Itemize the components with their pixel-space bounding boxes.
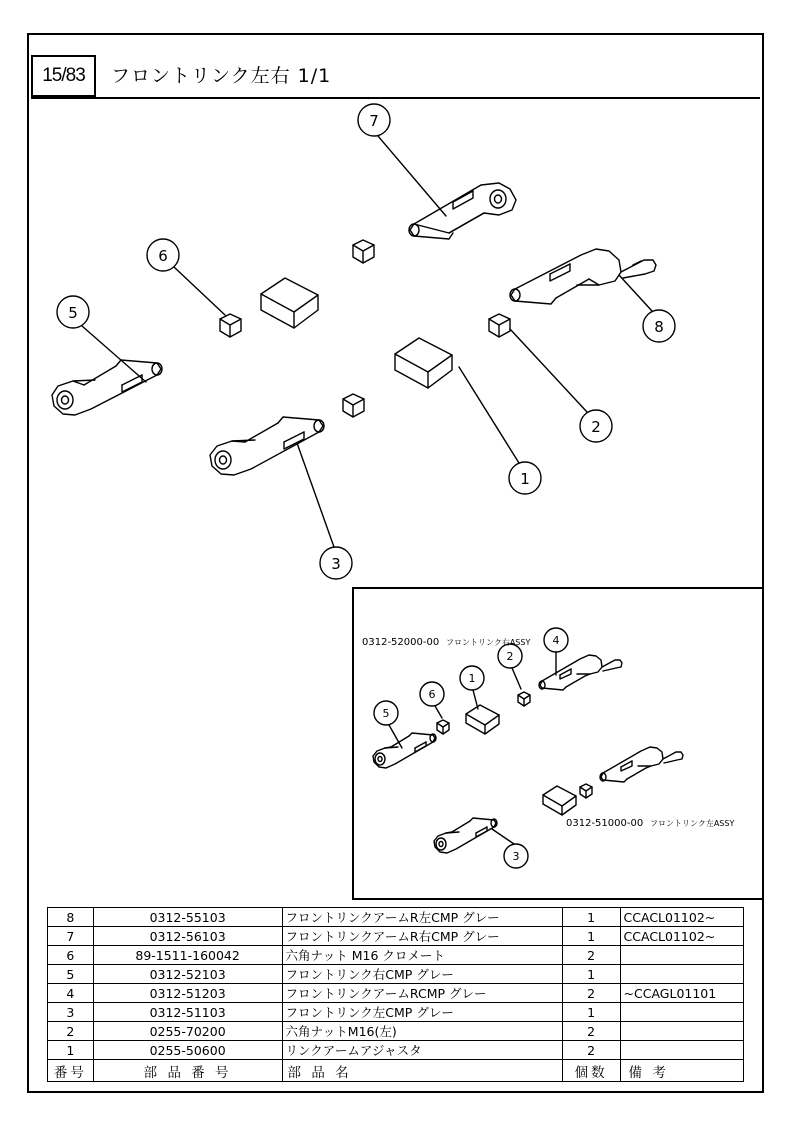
row-number: 7 bbox=[48, 927, 94, 946]
inset-label-right-part-number: 0312-52000-00 bbox=[362, 637, 440, 648]
table-row bbox=[48, 1022, 744, 1041]
inset-callout-label-4: 4 bbox=[552, 634, 560, 647]
table-row bbox=[48, 908, 744, 927]
row-part-number: 0312-51203 bbox=[93, 984, 282, 1003]
row-quantity: 1 bbox=[562, 927, 620, 946]
row-number: 8 bbox=[48, 908, 94, 927]
row-part-number: 0312-52103 bbox=[93, 965, 282, 984]
row-part-number: 0255-70200 bbox=[93, 1022, 282, 1041]
page-number: 15/83 bbox=[42, 65, 85, 86]
row-remarks: CCACL01102~ bbox=[620, 927, 743, 946]
callout-label-1: 1 bbox=[520, 470, 530, 488]
inset-callout-label-1: 1 bbox=[468, 672, 476, 685]
row-part-number: 0312-55103 bbox=[93, 908, 282, 927]
page-header bbox=[31, 55, 760, 97]
row-quantity: 2 bbox=[562, 984, 620, 1003]
inset-label-left-name: フロントリンク左ASSY bbox=[650, 819, 735, 828]
part-6-nut-lower bbox=[220, 314, 241, 337]
page-title: フロントリンク左右 1/1 bbox=[111, 65, 332, 87]
row-remarks: ~CCAGL01101 bbox=[620, 984, 743, 1003]
column-header-part-number: 部 品 番 号 bbox=[93, 1060, 282, 1082]
row-remarks bbox=[620, 1003, 743, 1022]
table-row bbox=[48, 1003, 744, 1022]
row-remarks bbox=[620, 1022, 743, 1041]
inset-label-right-name: フロントリンク右ASSY bbox=[446, 638, 531, 647]
row-part-number: 89-1511-160042 bbox=[93, 946, 282, 965]
page-number-box bbox=[31, 55, 96, 97]
column-header-quantity: 個数 bbox=[562, 1060, 620, 1082]
inset-callout-label-6: 6 bbox=[428, 688, 436, 701]
part-6-nut-upper bbox=[353, 240, 374, 263]
table-row bbox=[48, 946, 744, 965]
row-part-number: 0312-56103 bbox=[93, 927, 282, 946]
row-part-number: 0255-50600 bbox=[93, 1041, 282, 1060]
row-quantity: 2 bbox=[562, 1041, 620, 1060]
row-number: 1 bbox=[48, 1041, 94, 1060]
callout-8 bbox=[619, 275, 675, 342]
callout-3 bbox=[297, 443, 352, 579]
column-header-remarks: 備 考 bbox=[620, 1060, 743, 1082]
callout-label-3: 3 bbox=[331, 555, 341, 573]
table-row bbox=[48, 1041, 744, 1060]
parts-table bbox=[47, 907, 744, 1082]
row-part-name: リンクアームアジャスタ bbox=[282, 1041, 562, 1060]
table-row bbox=[48, 965, 744, 984]
row-quantity: 1 bbox=[562, 908, 620, 927]
part-3-shape bbox=[210, 417, 324, 475]
row-part-name: フロントリンクアームR左CMP グレー bbox=[282, 908, 562, 927]
table-row bbox=[48, 984, 744, 1003]
row-number: 6 bbox=[48, 946, 94, 965]
part-1-shape-upper bbox=[261, 278, 318, 328]
row-remarks: CCACL01102~ bbox=[620, 908, 743, 927]
callout-label-6: 6 bbox=[158, 247, 168, 265]
row-quantity: 2 bbox=[562, 946, 620, 965]
row-part-name: 六角ナット M16 クロメート bbox=[282, 946, 562, 965]
row-part-number: 0312-51103 bbox=[93, 1003, 282, 1022]
row-quantity: 1 bbox=[562, 965, 620, 984]
callout-label-8: 8 bbox=[654, 318, 664, 336]
inset-callout-label-5: 5 bbox=[382, 707, 390, 720]
row-remarks bbox=[620, 1041, 743, 1060]
row-part-name: フロントリンク右CMP グレー bbox=[282, 965, 562, 984]
part-8-shape bbox=[510, 249, 656, 304]
row-number: 2 bbox=[48, 1022, 94, 1041]
callout-label-5: 5 bbox=[68, 304, 78, 322]
row-number: 5 bbox=[48, 965, 94, 984]
table-row bbox=[48, 927, 744, 946]
callout-label-2: 2 bbox=[591, 418, 601, 436]
column-header-part-name: 部 品 名 bbox=[282, 1060, 562, 1082]
row-quantity: 2 bbox=[562, 1022, 620, 1041]
row-part-name: フロントリンク左CMP グレー bbox=[282, 1003, 562, 1022]
row-part-name: フロントリンクアームR右CMP グレー bbox=[282, 927, 562, 946]
inset-panel-border bbox=[352, 587, 762, 900]
inset-callout-label-2: 2 bbox=[506, 650, 514, 663]
part-2-nut-lower bbox=[343, 394, 364, 417]
callout-label-7: 7 bbox=[369, 112, 379, 130]
row-quantity: 1 bbox=[562, 1003, 620, 1022]
inset-label-left-part-number: 0312-51000-00 bbox=[566, 818, 644, 829]
row-part-name: フロントリンクアームRCMP グレー bbox=[282, 984, 562, 1003]
part-1-shape-lower bbox=[395, 338, 452, 388]
part-2-nut-upper bbox=[489, 314, 510, 337]
row-part-name: 六角ナットM16(左) bbox=[282, 1022, 562, 1041]
inset-callout-label-3: 3 bbox=[512, 850, 520, 863]
row-number: 4 bbox=[48, 984, 94, 1003]
row-number: 3 bbox=[48, 1003, 94, 1022]
part-5-shape bbox=[52, 360, 162, 415]
row-remarks bbox=[620, 946, 743, 965]
row-remarks bbox=[620, 965, 743, 984]
table-header-row bbox=[48, 1060, 744, 1082]
column-header-number: 番号 bbox=[48, 1060, 94, 1082]
